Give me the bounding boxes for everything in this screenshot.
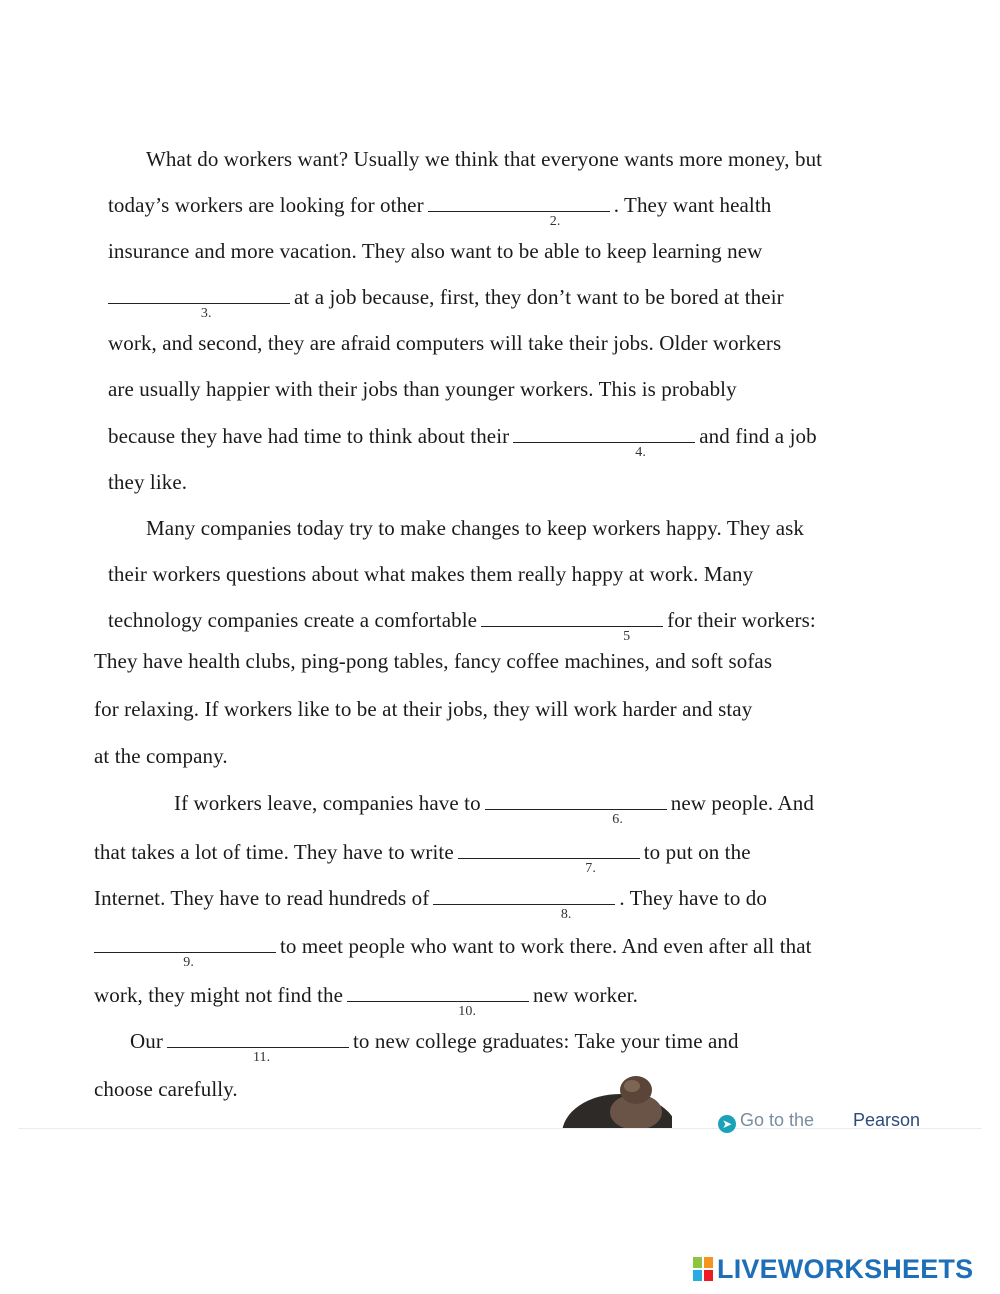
answer-blank-6[interactable] [485,791,667,827]
p2-line3-text-after: for their workers: [667,608,816,632]
p1-line2-text-after: . They want health [613,193,772,217]
answer-blank-7[interactable] [458,840,640,876]
blank-number-3: 3. [200,306,212,321]
hint-brand: Pearson [853,1110,921,1130]
p1-line5: work, and second, they are afraid computers will take their jobs. Older workers [108,331,782,355]
blank-number-5: 5 [623,629,631,644]
p3-line1-text-before: If workers leave, companies have to [174,791,481,815]
answer-blank-10[interactable] [347,983,529,1019]
answer-blank-2[interactable] [428,193,610,229]
answer-blank-11[interactable] [167,1029,349,1065]
logo-text: LIVEWORKSHEETS [717,1253,974,1284]
p3-line4-text-after: to meet people who want to work there. And even after all that [280,934,812,958]
p2-line3 [108,608,816,644]
p2-line4: They have health clubs, ping-pong tables, fancy coffee machines, and soft sofas [94,649,773,673]
p1-line7 [108,424,817,460]
p1-line2 [108,193,772,229]
blank-number-7: 7. [585,861,596,876]
p1-line4 [104,285,784,321]
p3-line3-text-after: . They have to do [619,886,768,910]
p2-line6: at the company. [94,744,228,768]
blank-number-11: 11. [252,1050,271,1065]
liveworksheets-logo [692,1254,973,1284]
p3-line1 [174,791,814,827]
p3-line2 [94,840,751,876]
p4-line2: choose carefully. [94,1077,238,1101]
p3-line5 [94,983,638,1019]
p1-line4-text-after: at a job because, first, they don’t want to be bored at their [294,285,784,309]
p1-line8: they like. [108,470,188,494]
p1-line6: are usually happier with their jobs than younger workers. This is probably [108,377,737,401]
page-divider [18,1128,982,1129]
p3-line3-text-before: Internet. They have to read hundreds of [94,886,430,910]
p4-line1-text-before: Our [130,1029,163,1053]
blank-number-9: 9. [183,955,194,970]
p2-line5: for relaxing. If workers like to be at their jobs, they will work harder and stay [94,697,753,721]
person-head-image [560,1072,672,1128]
p3-line5-text-after: new worker. [533,983,638,1007]
go-to-hint[interactable] [718,1110,814,1133]
p1-line7-text-before: because they have had time to think about their [108,424,510,448]
answer-blank-9[interactable] [94,934,276,970]
blank-number-4: 4. [635,445,646,460]
p3-line2-text-after: to put on the [643,840,751,864]
p4-line1 [130,1029,739,1065]
p4-line1-text-after: to new college graduates: Take your time and [352,1029,739,1053]
p2-line3-text-before: technology companies create a comfortable [108,608,478,632]
cursor-icon: ➤ [718,1115,736,1133]
p3-line1-text-after: new people. And [670,791,814,815]
answer-blank-5[interactable] [481,608,663,644]
p1-line3: insurance and more vacation. They also want to be able to keep learning new [108,239,763,263]
answer-blank-8[interactable] [433,886,615,922]
liveworksheets-mark-icon [692,1256,714,1282]
p2-line1: Many companies today try to make changes to keep workers happy. They ask [146,516,805,540]
hint-text: Go to the [740,1110,815,1130]
p1-line7-text-after: and find a job [699,424,817,448]
p1-line1: What do workers want? Usually we think that everyone wants more money, but [146,147,823,171]
p1-line2-text-before: today’s workers are looking for other [108,193,424,217]
blank-number-10: 10. [458,1004,477,1019]
person-photo-fragment [560,1072,672,1128]
answer-blank-3[interactable] [108,285,290,321]
p3-line2-text-before: that takes a lot of time. They have to write [94,840,454,864]
blank-number-8: 8. [560,907,572,922]
answer-blank-4[interactable] [513,424,695,460]
p3-line5-text-before: work, they might not find the [94,983,344,1007]
blank-number-6: 6. [612,812,623,827]
p2-line2: their workers questions about what makes them really happy at work. Many [108,562,754,586]
p3-line4 [90,934,812,970]
p3-line3 [94,886,768,922]
blank-number-2: 2. [549,214,561,229]
